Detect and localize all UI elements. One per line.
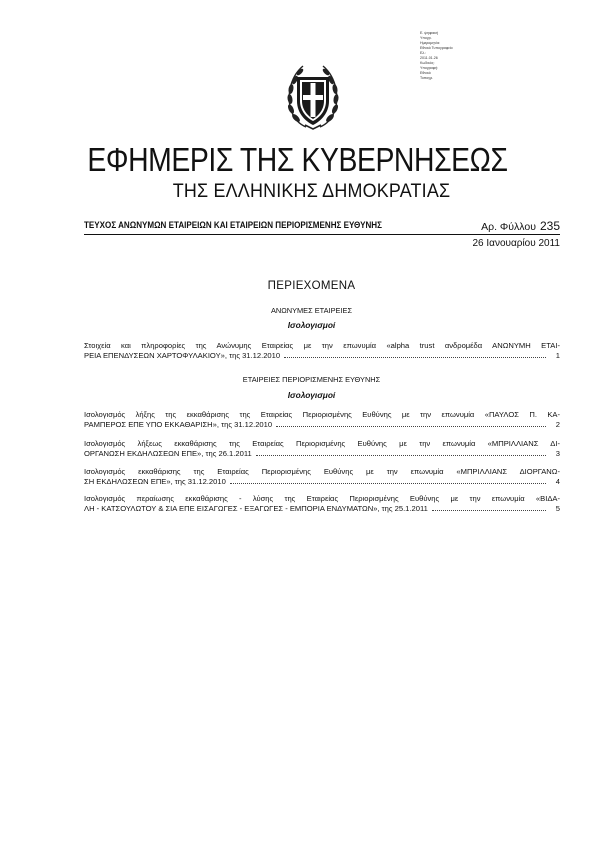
- toc-page-number: 5: [555, 503, 560, 513]
- stamp-line: Εθνικό Τυπογραφείο: [420, 46, 453, 50]
- stamp-line: Εθνικό: [420, 71, 431, 75]
- toc-page-number: 1: [555, 350, 560, 360]
- issue-date: 26 Ιανουαρίου 2011: [472, 238, 560, 249]
- stamp-line: Ημερομηνία:: [420, 41, 441, 45]
- toc-entry-line: ΡΕΙΑ ΕΠΕΝΔΥΣΕΩΝ ΧΑΡΤΟΦΥΛΑΚΙΟΥ», της 31.12.2010: [84, 350, 281, 360]
- stamp-line: 2011.01.26: [420, 56, 438, 60]
- gazette-subtitle: ΤΗΣ ΕΛΛΗΝΙΚΗΣ ΔΗΜΟΚΡΑΤΙΑΣ: [172, 180, 451, 202]
- section-subtitle: Ισολογισμοί: [287, 320, 336, 330]
- leader-dots: [230, 483, 546, 484]
- issue-header: [84, 220, 560, 234]
- toc-entry-line: Στοιχεία και πληροφορίες της Ανώνυμης Εταιρείας με την επωνυμία «alpha trust ανδρομέδα ΑΝΩΝΥΜΗ ΕΤΑΙ-: [84, 341, 560, 350]
- leader-dots: [276, 426, 546, 427]
- toc-entry[interactable]: [84, 410, 560, 429]
- toc-entry-line-group: [84, 449, 560, 459]
- toc-entry-line-group: [84, 351, 560, 361]
- sheet-number-block: [481, 219, 560, 233]
- section-title: ΕΤΑΙΡΕΙΕΣ ΠΕΡΙΟΡΙΣΜΕΝΗΣ ΕΥΘΥΝΗΣ: [242, 375, 381, 384]
- toc-page-number: 4: [555, 476, 560, 486]
- stamp-line: Κωδικός:: [420, 61, 435, 65]
- section-title: ΑΝΩΝΥΜΕΣ ΕΤΑΙΡΕΙΕΣ: [270, 306, 353, 315]
- toc-entry[interactable]: [84, 341, 560, 360]
- stamp-line: Ε. ψηφιακή: [420, 31, 438, 35]
- gazette-title: ΕΦΗΜΕΡΙΣ ΤΗΣ ΚΥΒΕΡΝΗΣΕΩΣ: [87, 141, 508, 178]
- toc-entry-line-group: [84, 504, 560, 514]
- toc-entry-line: ΛΗ - ΚΑΤΣΟΥΛΩΤΟΥ & ΣΙΑ ΕΠΕ ΕΙΣΑΓΩΓΕΣ - ΕΞΑΓΩΓΕΣ - ΕΜΠΟΡΙΑ ΕΝΔΥΜΑΤΩΝ», της 25.1.2011: [84, 503, 428, 513]
- toc-entry-line: Ισολογισμός λήξεως εκκαθάρισης της Εταιρείας Περιορισμένης Ευθύνης με την επωνυμία «ΜΠΡΙΛΛΙΑΝΣ ΔΙ-: [84, 439, 560, 448]
- toc-entry-line: ΣΗ ΕΚΔΗΛΩΣΕΩΝ ΕΠΕ», της 31.12.2010: [84, 476, 226, 486]
- toc-entry-line: Ισολογισμός λήξης της εκκαθάρισης της Εταιρείας Περιορισμένης Ευθύνης με την επωνυμία «ΠΑΥΛΟΣ Π. ΚΑ-: [84, 410, 560, 419]
- toc-page-number: 3: [555, 448, 560, 458]
- leader-dots: [284, 357, 546, 358]
- sheet-label: Αρ. Φύλλου: [481, 221, 536, 233]
- toc-entry[interactable]: [84, 439, 560, 458]
- toc-entry-line: ΡΑΜΠΕΡΟΣ ΕΠΕ ΥΠΟ ΕΚΚΑΘΑΡΙΣΗ», της 31.12.2010: [84, 419, 273, 429]
- toc-entry[interactable]: [84, 467, 560, 486]
- toc-entry-line-group: [84, 477, 560, 487]
- stamp-line: Υπογραφή:: [420, 66, 439, 70]
- leader-dots: [432, 510, 546, 511]
- toc-entry-line: ΟΡΓΑΝΩΣΗ ΕΚΔΗΛΩΣΕΩΝ ΕΠΕ», της 26.1.2011: [84, 448, 252, 458]
- toc-page-number: 2: [555, 419, 560, 429]
- stamp-line: Ελ.:: [420, 51, 427, 55]
- toc-entry-line-group: [84, 420, 560, 430]
- section-subtitle: Ισολογισμοί: [287, 390, 336, 400]
- sheet-number: 235: [539, 219, 560, 233]
- stamp-line: Τυπογρ.: [420, 76, 434, 80]
- stamp-line: Υπογρ.: [420, 36, 432, 40]
- leader-dots: [256, 455, 546, 456]
- issue-title: ΤΕΥΧΟΣ ΑΝΩΝΥΜΩΝ ΕΤΑΙΡΕΙΩΝ ΚΑΙ ΕΤΑΙΡΕΙΩΝ ΠΕΡΙΟΡΙΣΜΕΝΗΣ ΕΥΘΥΝΗΣ: [84, 220, 382, 231]
- toc-entry[interactable]: [84, 494, 560, 513]
- greek-coat-of-arms-icon: [286, 59, 340, 131]
- toc-entry-line: Ισολογισμός εκκαθάρισης της Εταιρείας Περιορισμένης Ευθύνης με την επωνυμία «ΜΠΡΙΛΛΙΑΝΣ ΔΙΟΡΓΑΝΩ-: [84, 467, 560, 476]
- digital-signature-stamp: [420, 31, 490, 81]
- toc-entry-line: Ισολογισμός περαίωσης εκκαθάρισης - λύσης της Εταιρείας Περιορισμένης Ευθύνης με την επωνυμία «ΒΙΔΑ-: [84, 494, 560, 503]
- contents-heading: ΠΕΡΙΕΧΟΜΕΝΑ: [267, 280, 356, 292]
- header-divider: [84, 234, 560, 235]
